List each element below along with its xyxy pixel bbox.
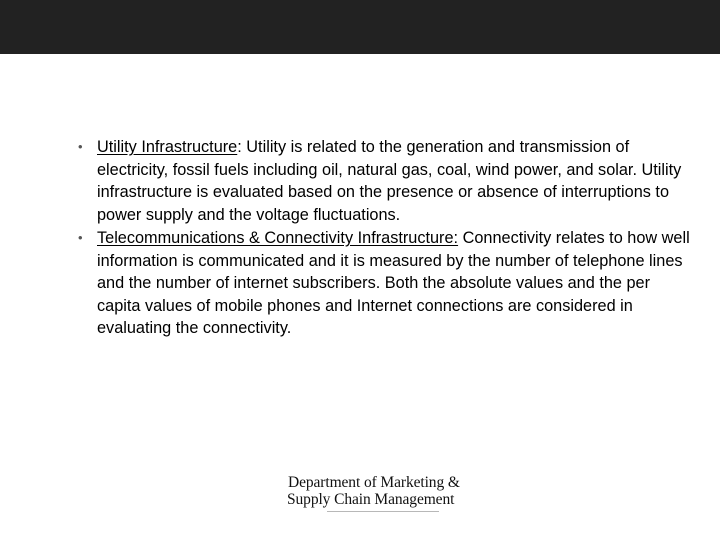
bullet-text: Connectivity relates to how well information is communicated and it is measured by the number of telephone lines and the number of internet subscribers. Both the absolute values and the per capita values of mobile phones and Internet connections are considered in evaluating the connectivity. (97, 229, 690, 337)
bullet-text: : Utility is related to the generation and transmission of electricity, fossil fuels including oil, natural gas, coal, wind power, and solar. Utility infrastructure is evaluated based on the presence or absence of interruptions to power supply and the voltage fluctuations. (97, 138, 682, 224)
bullet-list (78, 136, 690, 341)
top-bar (0, 0, 720, 54)
bullet-term: Telecommunications & Connectivity Infrastructure: (97, 229, 459, 247)
bullet-utility-infrastructure (78, 136, 690, 226)
logo-line-2: Supply Chain Management (287, 491, 455, 508)
bullet-term: Utility Infrastructure (97, 138, 238, 156)
bullet-telecom-infrastructure (78, 227, 690, 340)
bullet-dot-icon: • (78, 139, 83, 154)
department-logo (287, 474, 477, 524)
bullet-dot-icon: • (78, 230, 83, 245)
logo-line-1: Department of Marketing & (288, 474, 460, 491)
logo-tagline-rule (327, 511, 439, 517)
